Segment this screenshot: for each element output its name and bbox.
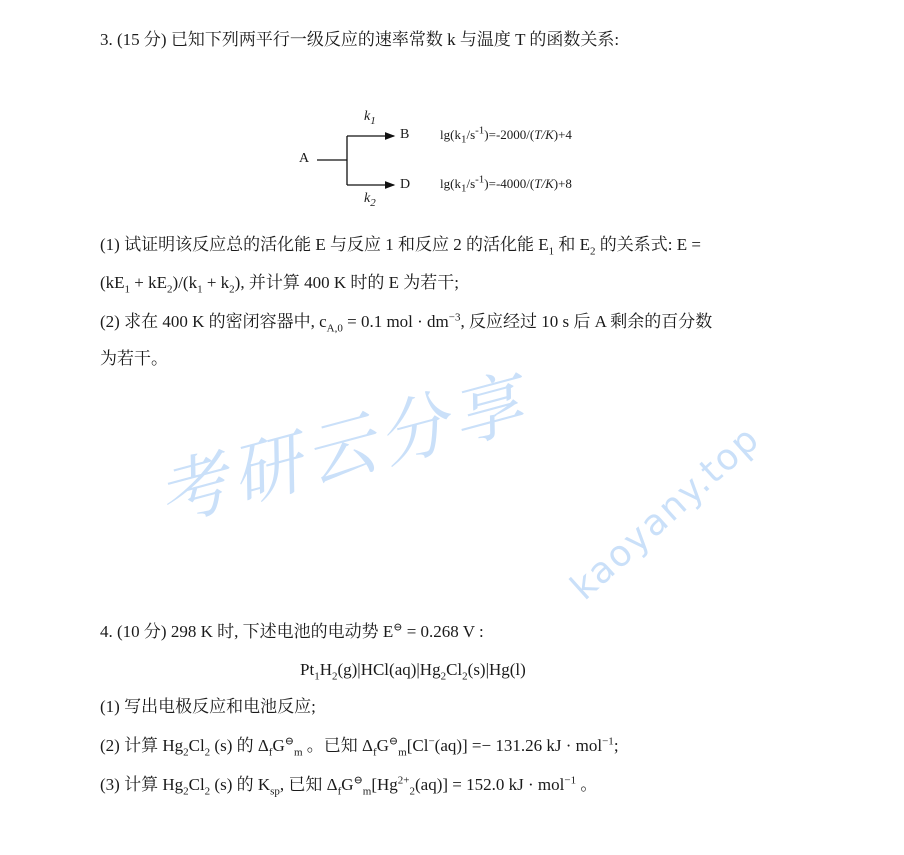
text-segment: 2 [167, 283, 173, 296]
q3-title [100, 30, 619, 50]
reactant-a: A [299, 151, 310, 166]
text-segment: 2 [331, 670, 338, 683]
text-segment: −3 [448, 311, 461, 324]
q4-title [100, 622, 484, 642]
text-segment: 1 [314, 670, 320, 683]
text-segment: 2 [462, 670, 468, 683]
k1-subscript: 1 [370, 114, 376, 127]
text-segment: 3. (15 分) 已知下列两平行一级反应的速率常数 k 与温度 T 的函数关系: [100, 30, 620, 49]
q4-part3 [100, 774, 598, 798]
text-segment: T/K [534, 176, 554, 191]
text-segment: 。 [576, 775, 598, 794]
text-segment: (s)|Hg(l) [467, 660, 526, 679]
reaction-diagram [290, 105, 630, 215]
text-segment: [Cl [406, 736, 429, 755]
text-segment: = 0.268 V : [402, 622, 484, 641]
text-segment: Cl [188, 775, 205, 794]
q4-part1 [100, 697, 316, 717]
product-b: B [400, 127, 410, 142]
q3-part1-line1 [100, 235, 701, 258]
watermark-chinese: 考研云分享 [148, 360, 537, 539]
rate-constant-k2 [364, 191, 376, 207]
text-segment: f [372, 746, 377, 759]
text-segment: /s [466, 127, 476, 142]
text-segment: )/(k [172, 273, 198, 292]
q3-part2-line2 [100, 349, 168, 369]
text-segment: m [293, 746, 303, 759]
text-segment: Pt [300, 660, 315, 679]
text-segment: A,0 [326, 322, 343, 335]
watermark-url: kaoyany.top [562, 417, 769, 609]
text-segment: [Hg [371, 775, 398, 794]
text-segment: ; [613, 736, 619, 755]
text-segment: Cl [188, 736, 205, 755]
text-segment: (g)|HCl(aq)|Hg [337, 660, 441, 679]
cell-notation [300, 660, 526, 683]
text-segment: sp [270, 785, 280, 798]
text-segment: 2 [183, 785, 189, 798]
text-segment: 1 [548, 245, 555, 258]
text-segment: Cl [446, 660, 463, 679]
text-segment: 的关系式: E = [595, 235, 701, 254]
text-segment: 2 [204, 746, 211, 759]
text-segment: 2 [204, 785, 211, 798]
text-segment: (aq)] = 152.0 kJ · mol [415, 775, 565, 794]
text-segment: ), 并计算 400 K 时的 E 为若干; [234, 273, 459, 292]
text-segment: 4. (10 分) 298 K 时, 下述电池的电动势 E [100, 622, 394, 641]
text-segment: 2 [229, 283, 235, 296]
rate-constant-k1 [364, 109, 376, 125]
text-segment: (kE [100, 273, 125, 292]
text-segment: ⊖ [393, 621, 403, 634]
product-d: D [400, 177, 411, 192]
text-segment: lg(k [440, 127, 461, 142]
text-segment: , 反应经过 10 s 后 A 剩余的百分数 [460, 312, 713, 331]
text-segment: f [268, 746, 273, 759]
text-segment: (s) 的 Δ [210, 736, 269, 755]
k2-symbol: k [364, 191, 371, 206]
text-segment: 2 [409, 785, 416, 798]
text-segment: 1 [124, 283, 131, 296]
text-segment: G [376, 736, 389, 755]
k2-subscript: 2 [370, 196, 376, 209]
text-segment: )+8 [553, 176, 572, 191]
text-segment: 为若干。 [100, 349, 168, 368]
text-segment: G [341, 775, 354, 794]
equation-k2 [440, 173, 572, 195]
text-segment: (2) 计算 Hg [100, 736, 184, 755]
text-segment: -1 [475, 173, 485, 186]
text-segment: (1) 试证明该反应总的活化能 E 与反应 1 和反应 2 的活化能 E [100, 235, 549, 254]
text-segment: 2+ [397, 774, 410, 787]
k1-symbol: k [364, 109, 371, 124]
text-segment: ⊖ [388, 735, 399, 748]
text-segment: (1) 写出电极反应和电池反应; [100, 697, 316, 716]
text-segment: )=-2000/( [484, 127, 535, 142]
text-segment: G [272, 736, 285, 755]
text-segment: (2) 求在 400 K 的密闭容器中, c [100, 312, 327, 331]
text-segment: (s) 的 K [210, 775, 271, 794]
text-segment: 2 [183, 746, 189, 759]
q4-part2 [100, 735, 619, 759]
text-segment: 和 E [554, 235, 590, 254]
text-segment: , 已知 Δ [279, 775, 338, 794]
text-segment: −1 [602, 735, 614, 748]
text-segment: = 0.1 mol · dm [342, 312, 449, 331]
text-segment: 1 [197, 283, 203, 296]
text-segment: ⊖ [353, 774, 363, 787]
text-segment: (3) 计算 Hg [100, 775, 184, 794]
text-segment: T/K [534, 127, 554, 142]
text-segment: m [398, 746, 407, 759]
text-segment: /s [466, 176, 476, 191]
text-segment: 1 [460, 182, 467, 195]
q3-part2-line1 [100, 311, 713, 335]
text-segment: H [319, 660, 332, 679]
text-segment: ⊖ [284, 735, 294, 748]
text-segment: 1 [460, 133, 467, 146]
q3-part1-line2 [100, 273, 459, 296]
text-segment: −1 [564, 774, 577, 787]
text-segment: − [428, 735, 435, 748]
text-segment: m [362, 785, 372, 798]
text-segment: )+4 [553, 127, 572, 142]
text-segment: lg(k [440, 176, 461, 191]
text-segment: 。已知 Δ [302, 736, 373, 755]
text-segment: )=-4000/( [484, 176, 535, 191]
text-segment: + kE [130, 273, 168, 292]
text-segment: -1 [475, 124, 485, 137]
text-segment: (aq)] =− 131.26 kJ · mol [434, 736, 603, 755]
text-segment: 2 [440, 670, 447, 683]
text-segment: + k [202, 273, 230, 292]
equation-k1 [440, 124, 572, 146]
text-segment: 2 [589, 245, 596, 258]
text-segment: f [337, 785, 342, 798]
